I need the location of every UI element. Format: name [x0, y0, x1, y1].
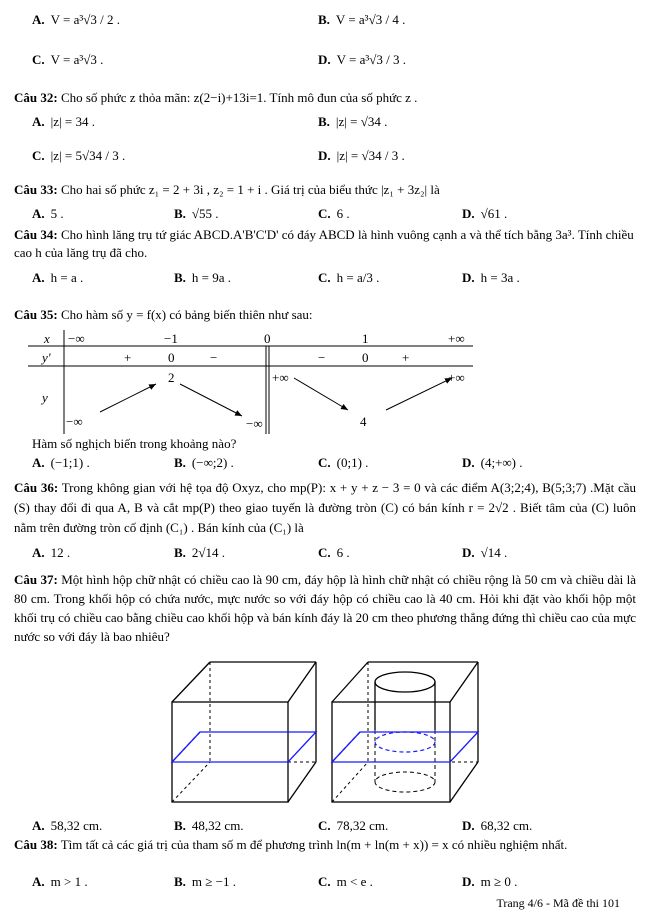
- x-value-pos-inf: +∞: [448, 331, 465, 346]
- question-38: Câu 38: Tìm tất cả các giá trị của tham số m để phương trình ln(m + ln(m + x)) = x có nhiều nghiệm nhất.: [14, 837, 568, 852]
- sign-2: 0: [168, 350, 175, 365]
- q32-option-a: A. |z| = 34 .: [32, 114, 95, 129]
- sign-4: −: [318, 350, 326, 365]
- q37-option-d: D. 68,32 cm.: [462, 818, 533, 833]
- arrow-increasing-2: [386, 378, 452, 410]
- q38-option-c: C. m < e .: [318, 874, 373, 889]
- q34-option-a: A. h = a .: [32, 270, 84, 285]
- prev-option-b: B. V = a³√3 / 4 .: [318, 12, 406, 27]
- table-x-label: x: [44, 331, 50, 346]
- q34-option-b: B. h = 9a .: [174, 270, 232, 285]
- q38-option-d: D. m ≥ 0 .: [462, 874, 518, 889]
- q36-option-b: B. 2√14 .: [174, 545, 226, 560]
- question-36: Câu 36: Trong không gian với hệ tọa độ Oxyz, cho mp(P): x + y + z − 3 = 0 và các điểm A(3;2;4), B(5;3;7) .Mặt cầu (S) thay đổi đi qua A, B và cắt mp(P) theo giao tuyến là đường tròn (C) có bán kính r = 2√2 . Biết tâm của (C) luôn nằm trên đường tròn cố định (C₁) . Bán kính của (C₁) là: [14, 480, 636, 535]
- q36-option-d: D. √14 .: [462, 545, 508, 560]
- table-yprime-label: y': [42, 350, 51, 365]
- question-32: Câu 32: Cho số phức z thỏa mãn: z(2−i)+13i=1. Tính mô đun của số phức z .: [14, 90, 418, 105]
- prev-option-a: A. V = a³√3 / 2 .: [32, 12, 121, 27]
- y-value-1: −∞: [66, 414, 83, 429]
- y-value-6: +∞: [448, 370, 465, 385]
- q38-option-a: A. m > 1 .: [32, 874, 88, 889]
- q32-option-d: D. |z| = √34 / 3 .: [318, 148, 405, 163]
- x-value-1: 1: [362, 331, 369, 346]
- q37-option-b: B. 48,32 cm.: [174, 818, 244, 833]
- prev-option-d: D. V = a³√3 / 3 .: [318, 52, 407, 67]
- q37-option-a: A. 58,32 cm.: [32, 818, 103, 833]
- q36-option-a: A. 12 .: [32, 545, 71, 560]
- sign-3: −: [210, 350, 218, 365]
- q35-question: Hàm số nghịch biến trong khoảng nào?: [32, 436, 237, 451]
- y-value-5: 4: [360, 414, 367, 429]
- question-37: Câu 37: Một hình hộp chữ nhật có chiều cao là 90 cm, đáy hộp là hình chữ nhật có chiều rộng là 50 cm và chiều dài là 80 cm. Trong khối hộp có chứa nước, mực nước so với đáy hộp có chiều cao là 40 cm. Hỏi khi đặt vào khối hộp một khối trụ có chiều cao bằng chiều cao khối hộp và bán kính đáy là 20 cm theo phương thẳng đứng thì chiều cao của mực nước so với đáy là bao nhiêu?: [14, 572, 636, 644]
- question-35: Câu 35: Cho hàm số y = f(x) có bảng biến thiên như sau:: [14, 307, 313, 322]
- x-value-neg-1: −1: [164, 331, 178, 346]
- x-value-0: 0: [264, 331, 271, 346]
- arrow-increasing-1: [100, 384, 156, 412]
- q34-option-d: D. h = 3a .: [462, 270, 520, 285]
- sign-1: +: [124, 350, 132, 365]
- table-y-label: y: [42, 390, 48, 405]
- box-figure-water: [170, 658, 320, 804]
- question-33: Câu 33: Cho hai số phức z₁ = 2 + 3i , z₂ = 1 + i . Giá trị của biểu thức |z₁ + 3z₂| là: [14, 182, 440, 197]
- arrow-decreasing-1: [180, 384, 242, 416]
- q35-option-d: D. (4;+∞) .: [462, 455, 523, 470]
- question-34: Câu 34: Cho hình lăng trụ tứ giác ABCD.A'B'C'D' có đáy ABCD là hình vuông cạnh a và thể tích bằng 3a³. Tính chiều cao h của lăng trụ đã cho.: [14, 227, 634, 260]
- q33-option-c: C. 6 .: [318, 206, 350, 221]
- q35-option-c: C. (0;1) .: [318, 455, 369, 470]
- sign-6: +: [402, 350, 410, 365]
- q33-option-d: D. √61 .: [462, 206, 508, 221]
- y-value-3: −∞: [246, 416, 263, 431]
- q32-option-c: C. |z| = 5√34 / 3 .: [32, 148, 126, 163]
- q37-option-c: C. 78,32 cm.: [318, 818, 389, 833]
- y-value-2: 2: [168, 370, 175, 385]
- q34-option-c: C. h = a/3 .: [318, 270, 380, 285]
- q35-option-b: B. (−∞;2) .: [174, 455, 234, 470]
- q38-option-b: B. m ≥ −1 .: [174, 874, 236, 889]
- y-value-4: +∞: [272, 370, 289, 385]
- page-footer: Trang 4/6 - Mã đề thi 101: [496, 896, 620, 910]
- q33-option-b: B. √55 .: [174, 206, 219, 221]
- q33-option-a: A. 5 .: [32, 206, 64, 221]
- x-value-neg-inf: −∞: [68, 331, 85, 346]
- box-figure-cylinder: [330, 658, 482, 804]
- q35-option-a: A. (−1;1) .: [32, 455, 90, 470]
- arrow-decreasing-2: [294, 378, 348, 410]
- prev-option-c: C. V = a³√3 .: [32, 52, 104, 67]
- sign-5: 0: [362, 350, 369, 365]
- q36-option-c: C. 6 .: [318, 545, 350, 560]
- q32-option-b: B. |z| = √34 .: [318, 114, 388, 129]
